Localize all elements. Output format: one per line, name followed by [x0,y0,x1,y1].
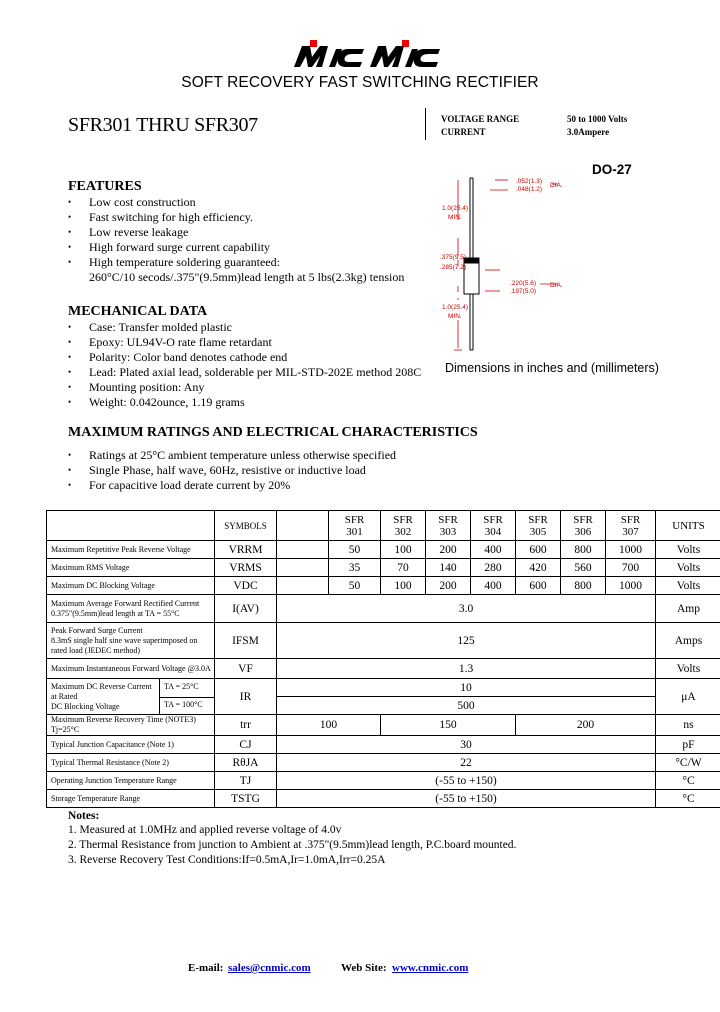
table-row: Typical Junction Capacitance (Note 1) CJ 30 pF [47,736,720,754]
symbol-cell: trr [215,715,277,736]
table-row: Maximum DC Reverse Current at Rated DC Blocking Voltage TA = 25°C TA = 100°C IR 10 μA [47,679,720,697]
lead-len-top: 1.0(25.4) [442,205,469,212]
voltage-range-value: 50 to 1000 Volts [567,114,628,124]
note-item: 3. Reverse Recovery Test Conditions:If=0.5mA,Ir=1.0mA,Irr=0.25A [68,854,386,866]
current-value: 3.0Ampere [567,127,610,137]
symbol-cell: TJ [215,772,277,790]
feature-item: • Low cost construction [68,195,280,210]
symbol-cell: CJ [215,736,277,754]
ir-cond-25: TA = 25°C [164,682,199,691]
table-row: Maximum DC Blocking Voltage VDC 50 100 200 400 600 800 1000 Volts [47,577,720,595]
lead-dia-bot: .048(1.2) [516,186,543,193]
mechanical-item: • Lead: Plated axial lead, solderable per MIL-STD-202E method 208C [68,365,421,380]
symbol-cell: I(AV) [215,595,277,623]
divider [425,108,426,140]
website-label: Web Site: [341,962,387,974]
ir-cond-100: TA = 100°C [164,700,203,709]
current-label: CURRENT [441,127,486,137]
mechanical-item: • Mounting position: Any [68,380,421,395]
ratings-heading: MAXIMUM RATINGS AND ELECTRICAL CHARACTERISTICS [68,425,478,440]
symbol-cell: TSTG [215,790,277,808]
table-row: Maximum Instantaneous Forward Voltage @3.0A VF 1.3 Volts [47,659,720,679]
part-header: SFR 306 [561,511,606,541]
part-header: SFR 304 [471,511,516,541]
dimension-caption: Dimensions in inches and (millimeters) [445,361,659,375]
mechanical-heading: MECHANICAL DATA [68,304,208,319]
email-label: E-mail: [188,962,224,974]
body-dia-tag: DIA. [550,282,563,289]
table-row: Operating Junction Temperature Range TJ (-55 to +150) °C [47,772,720,790]
feature-item: • High temperature soldering guaranteed: [68,255,280,270]
table-row: Peak Forward Surge Current 8.3mS single half sine wave superimposed on rated load (JEDEC method) IFSM 125 Amps [47,623,720,659]
table-row: Maximum Average Forward Rectified Current 0.375"(9.5mm)lead length at TA = 55°C I(AV) 3.0 Amp [47,595,720,623]
mechanical-item: • Weight: 0.042ounce, 1.19 grams [68,395,421,410]
rating-item: • Ratings at 25°C ambient temperature unless otherwise specified [68,448,396,463]
table-row: Storage Temperature Range TSTG (-55 to +150) °C [47,790,720,808]
lead-dia-tag: DIA. [550,182,563,189]
body-dia-top: .220(5.6) [510,280,537,287]
body-len-bot: .285(7.2) [440,264,467,271]
table-header-row [47,511,720,541]
lead-len-bot: 1.0(25.4) [442,304,469,311]
symbol-cell: VDC [215,577,277,595]
part-header: SFR 307 [606,511,656,541]
feature-item: • Fast switching for high efficiency. [68,210,280,225]
ratings-list [68,448,396,493]
package-name: DO-27 [592,162,632,177]
symbol-cell: IFSM [215,623,277,659]
table-row: Typical Thermal Resistance (Note 2) RθJA 22 °C/W [47,754,720,772]
ratings-table [46,510,720,808]
symbols-header: SYMBOLS [215,511,277,541]
symbol-cell: VF [215,659,277,679]
rating-item: • For capacitive load derate current by 20% [68,478,396,493]
feature-item: • Low reverse leakage [68,225,280,240]
lead-dia-top: .052(1.3) [516,178,543,185]
body-dia-bot: .197(5.0) [510,288,537,295]
units-header: UNITS [656,511,720,541]
symbol-cell: RθJA [215,754,277,772]
table-row: Maximum Reverse Recovery Time (NOTE3) Tj=25°C trr 100 150 200 ns [47,715,720,736]
mechanical-item: • Polarity: Color band denotes cathode end [68,350,421,365]
note-item: 2. Thermal Resistance from junction to Ambient at .375"(9.5mm)lead length, P.C.board mounted. [68,839,517,851]
lead-len-bot-min: MIN. [448,313,462,320]
voltage-range-label: VOLTAGE RANGE [441,114,520,124]
website-link[interactable]: www.cnmic.com [392,962,469,974]
features-heading: FEATURES [68,179,142,194]
table-header-blank [47,511,215,541]
part-header: SFR 301 [329,511,381,541]
table-row: Maximum RMS Voltage VRMS 35 70 140 280 420 560 700 Volts [47,559,720,577]
feature-item: • High forward surge current capability [68,240,280,255]
features-list [68,195,280,270]
feature-continuation: 260°C/10 secods/.375"(9.5mm)lead length at 5 lbs(2.3kg) tension [89,270,405,284]
rating-item: • Single Phase, half wave, 60Hz, resistive or inductive load [68,463,396,478]
part-range: SFR301 THRU SFR307 [68,114,258,136]
lead-len-top-min: MIN. [448,214,462,221]
part-header: SFR 303 [426,511,471,541]
document-title: SOFT RECOVERY FAST SWITCHING RECTIFIER [181,74,539,91]
part-header: SFR 305 [516,511,561,541]
notes-heading: Notes: [68,810,100,822]
brand-logo [292,40,442,68]
mechanical-list [68,320,421,410]
symbol-cell: VRMS [215,559,277,577]
table-row: Maximum Repetitive Peak Reverse Voltage VRRM 50 100 200 400 600 800 1000 Volts [47,541,720,559]
email-link[interactable]: sales@cnmic.com [228,962,311,974]
body-len-top: .375(9.5) [440,254,467,261]
table-row: 500 [47,697,720,715]
part-header: SFR 302 [381,511,426,541]
mechanical-item: • Case: Transfer molded plastic [68,320,421,335]
symbol-cell: VRRM [215,541,277,559]
note-item: 1. Measured at 1.0MHz and applied reverse voltage of 4.0v [68,824,342,836]
symbol-cell: IR [215,679,277,715]
package-outline-drawing [440,170,600,360]
mechanical-item: • Epoxy: UL94V-O rate flame retardant [68,335,421,350]
